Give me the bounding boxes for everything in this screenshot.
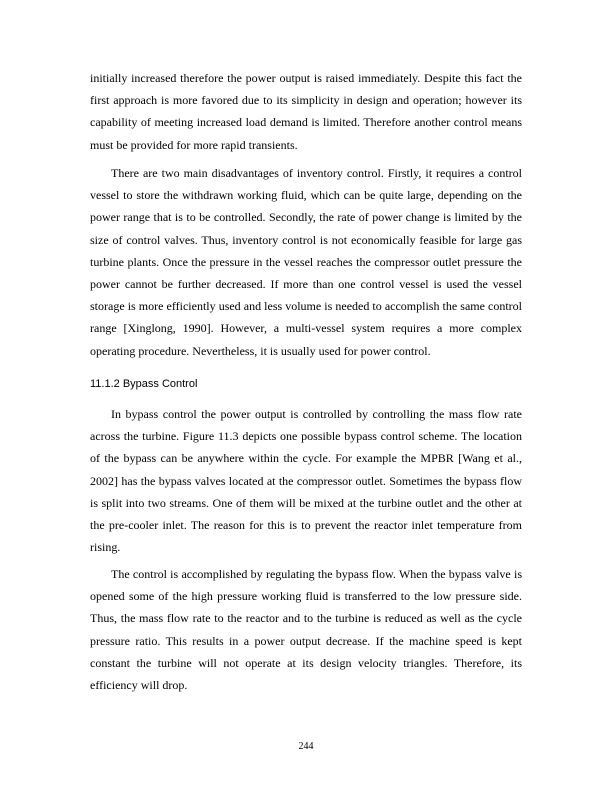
paragraph-power-output-intro: initially increased therefore the power output is raised immediately. Despite this fact the first approach is more favored due to its simplicity in design and operation; however its capability of meeting increased load demand is limited. Therefore another control means must be provided for more rapid transients. (90, 71, 522, 152)
paragraph-inventory-control-disadvantages: There are two main disadvantages of inventory control. Firstly, it requires a control vessel to store the withdrawn working fluid, which can be quite large, depending on the power range that is to be controlled. Secondly, the rate of power change is limited by the size of control valves. Thus, inventory control is not economically feasible for large gas turbine plants. Once the pressure in the vessel reaches the compressor outlet pressure the power cannot be further decreased. If more than one control vessel is used the vessel storage is more efficiently used and less volume is needed to accomplish the same control range [Xinglong, 1990]. However, a multi-vessel system requires a more complex operating procedure. Nevertheless, it is usually used for power control. (90, 166, 522, 358)
paragraph-bypass-control-description: In bypass control the power output is controlled by controlling the mass flow rate across the turbine. Figure 11.3 depicts one possible bypass control scheme. The location of the bypass can be anywhere within the cycle. For example the MPBR [Wang et al., 2002] has the bypass valves located at the compressor outlet. Sometimes the bypass flow is split into two streams. One of them will be mixed at the turbine outlet and the other at the pre-cooler inlet. The reason for this is to prevent the reactor inlet temperature from rising. (90, 407, 522, 555)
page-number: 244 (298, 741, 314, 752)
section-heading-bypass-control: 11.1.2 Bypass Control (90, 378, 198, 390)
paragraph-bypass-control-regulation: The control is accomplished by regulating the bypass flow. When the bypass valve is opened some of the high pressure working fluid is transferred to the low pressure side. Thus, the mass flow rate to the reactor and to the turbine is reduced as well as the cycle pressure ratio. This results in a power output decrease. If the machine speed is kept constant the turbine will not operate at its design velocity triangles. Therefore, its efficiency will drop. (90, 567, 522, 693)
